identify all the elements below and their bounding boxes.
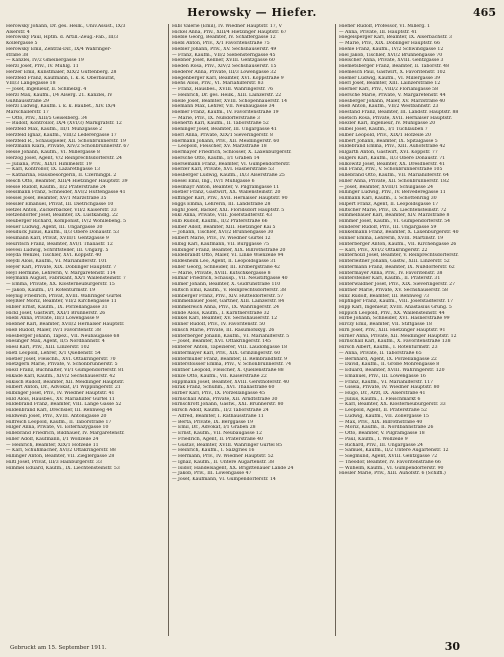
- directory-entry: Hill Franz, Priv., V. Schönbrunnerstraße 105: [339, 167, 443, 173]
- directory-entry: Hiesberger Johann, Tapez., VII. Neubaugasse 68: [6, 333, 120, 339]
- directory-entry: — Josef, Ingenieur, II. Schmelzg. 4: [6, 87, 87, 93]
- directory-entry: — Siegmund, Agent, XVIII. Gentzgasse 72: [339, 454, 438, 460]
- directory-entry: Hipfinger Franz, Kaufm., VIII. Josefstädterstr. 17: [339, 299, 454, 305]
- column-left: [6, 24, 165, 636]
- directory-entry: Herzfeld R., Schauspieler, XII. Schönbrunnerstr. 19: [6, 138, 126, 144]
- directory-entry: Hilber Adolf, Beamter, XIII. Hietzinger Kai 5: [172, 224, 276, 230]
- directory-entry: Hinderer Rudolf, Priv., III. Ungargasse 59: [339, 224, 437, 230]
- directory-entry: — Eduard, Beamter, XVIII. Währingerstr. 120: [339, 368, 445, 374]
- directory-entry: Alserstr. 4: [6, 29, 30, 35]
- directory-entry: Heyl Hermine, Lehrerin, V. Margaretenstr. 114: [6, 270, 116, 276]
- directory-entry: — Julius, Kaufm., I. Fleischmarkt 6: [339, 396, 421, 402]
- print-date-note: Gebruckt am 15. September 1911.: [10, 645, 107, 651]
- directory-entry: Hinterer Anton, Tapezierer, VIII. Laudongasse 18: [172, 345, 288, 351]
- directory-entry: — Rudolf, Kontrollor, IX/4 (XVI/3) Markgrafstr. 12: [6, 121, 122, 127]
- directory-entry: Hiestand Franz, Beamter, III. Landstr. Hauptstr. 88: [339, 110, 459, 116]
- directory-entry: Hildebrand Emma, Priv., XIII. Auhofstraße 42: [339, 144, 446, 150]
- directory-entry: Herowsky Johann, Dr. ges. Heilk., Univ.Assist., IX/3: [6, 24, 126, 29]
- directory-entry: Hinterstoisser Emma, Priv., V. Schönbrunnerstr. 74: [172, 362, 292, 368]
- directory-entry: Hintner Leopold, Fleischer, X. Quellenstraße 88: [172, 368, 284, 374]
- directory-entry: Hieß Anton, Kaufm., VII/2 Westbahnstr. 23: [339, 104, 439, 110]
- directory-entry: — Gisela, Private, IV. Wiedner Hauptstr. 80: [339, 385, 440, 391]
- directory-entry: Hiel Jakob, Tischler, XVI/2 Brunnengasse 70: [339, 52, 443, 58]
- directory-entry: Hipp Karl, Ingenieur, XVIII. Anastasius Grüng. 5: [339, 304, 452, 310]
- directory-entry: Hinterberger Johann, Kaufm., VI. Mariahilferstr. 5: [172, 333, 290, 339]
- directory-entry: Hinterhölzl Josef, Beamter, V. Reinprechtsdorferstr.: [339, 253, 459, 259]
- directory-entry: Hirbe Johann, Schneider, XVI. Hasnerstraße 99: [339, 316, 450, 322]
- directory-entry: — Leopold, Agent, II. Praterstraße 52: [339, 408, 427, 414]
- directory-entry: — Heinrich, Kaufm., I. Salzgries 16: [172, 448, 255, 454]
- directory-entry: Hiller Anna, Private, XII. Schönbrunnerstr. 182: [339, 178, 449, 184]
- directory-entry: Hiegelsperger Karl, Beamter, IX. Alserbachstr. 3: [339, 35, 452, 41]
- directory-entry: — Samuel, Kaufm., II/2 Untere Augartenstr. 12: [339, 448, 449, 454]
- directory-entry: Hiersche Otto, Kaufm., I/1 Graben 14: [172, 155, 260, 161]
- directory-entry: Hiermann Johann, Priv., XII. Meidlingerstr. 60: [172, 138, 280, 144]
- directory-entry: Hirnschall Karl, Kaufm., X. Favoritenstraße 138: [339, 339, 451, 345]
- directory-entry: Hiefler Rudolf, Professor, VI. Millerg. 1: [339, 24, 431, 29]
- directory-entry: Hilbinger Josef, Priv., IV. Wiedner Hauptstr. 41: [6, 391, 115, 396]
- directory-entry: Hillinger Ludwig, Priv., IV. Belvederegasse 11: [339, 190, 446, 196]
- directory-entry: — Karl, Schuhmacher, XVI/2 Ottakringerstr. 88: [6, 448, 116, 454]
- directory-entry: Heyßler Moriz, Beamter, VII/2 Kirchengasse 11: [6, 299, 117, 305]
- directory-entry: — Marie, Priv., XIX. Döblinger Hauptstr. 66: [339, 41, 441, 47]
- directory-entry: — Berta, Private, IX. Berggasse 19: [172, 419, 254, 425]
- directory-entry: Hiegenberger Karl, Beamter, XVI. Koppstraße 9: [172, 75, 284, 81]
- directory-entry: Hinz Rudolf, Beamter, III. Rennweg 73: [339, 293, 430, 299]
- directory-entry: — Hermann, Priv., IV. Wiedner Hauptstr. 52: [172, 454, 274, 460]
- directory-entry: Heyda Wenzel, Tischler, XVI. Koppstr. 40: [6, 253, 102, 259]
- directory-entry: Hiebl Anton, Priv., X/1 Favoritenstraße 75: [172, 41, 270, 47]
- directory-entry: Hikisch Rudolf, Beamter, XII. Meidlinger Hauptstr.: [6, 379, 125, 385]
- directory-entry: — Leopold, Fleischer, XV. Märzstraße 18: [172, 144, 267, 150]
- directory-entry: Herowsky Paul, Hptm. d. Artill.-Zeug.-Fab., III/3: [6, 35, 119, 41]
- directory-entry: Hiemesch Paul, Gastwirt, X. Favoritenstr. 102: [339, 69, 446, 75]
- directory-entry: Hesse Rudolf, Kaufm., II/2 Praterstraße 24: [6, 184, 106, 190]
- directory-entry: Himmer Josef, Kaufm., VI. Gumpendorferstr. 54: [339, 218, 451, 224]
- directory-entry: — Moriz, Kaufm., II. Nordbahnstraße 26: [339, 425, 434, 431]
- directory-entry: Hessmann Franz, Schneider, XVI/2 Huttengasse 41: [6, 190, 126, 196]
- directory-entry: Himmelbauer Karl, Beamter, XIV. Märzstraße 8: [339, 213, 450, 219]
- directory-entry: Hiebler Johann, Priv., XV. Sechshauserstr. 49: [172, 46, 277, 52]
- directory-entry: Kollergasse 5: [6, 41, 38, 47]
- page-number: 465: [473, 6, 496, 19]
- directory-entry: Hilbig Karl, Kaufmann, VII. Burggasse 75: [172, 241, 270, 247]
- directory-entry: Hiltscher Marie, Priv., IX. Liechtensteinstr. 72: [339, 207, 447, 213]
- directory-entry: Hiemann Max, Lehrer, VII. Neubaugasse 34: [172, 104, 275, 110]
- directory-entry: Hirak Franz, Schuhm., XVI. Thaliastraße 60: [172, 385, 275, 391]
- directory-entry: Hilmer Johann, Beamter, X. Gudrunstraße 110: [172, 282, 281, 288]
- directory-entry: Hibler Ernst, Kaufm., IX. Porzellangasse 31: [6, 304, 108, 310]
- directory-entry: Hippich Leopold, Priv., XX. Wallensteinstr. 44: [339, 310, 445, 316]
- directory-entry: — Ignaz, Kaufm., II. Untere Augartenstr. 38: [172, 459, 275, 465]
- directory-entry: Hillmann Karl, Kaufm., I. Schottenring 30: [339, 196, 437, 202]
- directory-entry: Hessler Emanuel, Privat, III. Dietrichgasse 10: [6, 201, 114, 207]
- directory-entry: Hiersche Marie, Private, V. Margaretenstr. 44: [339, 92, 446, 98]
- directory-entry: — Josef, Kaufmann, VI. Gumpendorferstr. 14: [172, 477, 276, 483]
- directory-entry: Hiffinger Karl, Priv., XVII. Hernalser Hauptstr. 90: [172, 196, 288, 202]
- directory-entry: Hiltl Josef, Privat, III/3 Hainburgerstr. 33: [6, 459, 102, 465]
- directory-entry: Hintermayer Karl, Priv., XIX. Grinzingerstr. 60: [172, 350, 281, 356]
- directory-entry: — Isidor, Handelsagent, XX. Brigittenauer Lände 24: [172, 465, 294, 471]
- directory-entry: — Ernst, Kaufm., VII. Neubaugasse 12: [172, 431, 262, 437]
- directory-entry: Heymann August, Fabrikant, XX/1 Wallensteinstr. 7: [6, 276, 126, 282]
- directory-entry: Himmelreich Anna, Priv., IX. Währingerstr. 24: [172, 304, 279, 310]
- directory-entry: Hirsch Albert, Kaufm., I. Rotenturmstr. 23: [339, 345, 438, 351]
- directory-entry: — Friedrich, Agent, II. Praterstraße 40: [172, 436, 263, 442]
- directory-entry: Hinkelmann Franz, Beamter, X. Laxenburgerstr. 40: [339, 230, 459, 236]
- directory-entry: — Heinrich, Dr. ges. Heilk., XIII. Lainzerstr. 22: [172, 92, 282, 98]
- directory-entry: Hiltsch Emil, Kaufm., V. Reinprechtsdorferstr. 38: [172, 287, 287, 293]
- directory-entry: Hinterleitner Johann, Gastw., XIII. Linzerstr. 52: [339, 259, 450, 265]
- directory-entry: — Kanzlei, IV/2 Gmeinergasse 19: [6, 58, 84, 64]
- directory-entry: Himberger Franz, Priv., XIV. Hütteldorferstr. 57: [172, 293, 284, 299]
- column-middle: [172, 24, 332, 636]
- directory-entry: Hiesberger Ludwig, Kaufm., IX/3 Alserstraße 25: [172, 173, 285, 179]
- directory-entry: Heumann Karl, Privat, XVIII/1 Gentzgasse 9: [6, 236, 109, 242]
- directory-entry: Hietzgern Marie, Private, V. Schönbrunnerstr. 5: [6, 362, 118, 368]
- directory-entry: — Franz, Kaufm., VII/2 Siebensterngasse 45: [172, 52, 276, 58]
- directory-entry: Hintermüller Franz, Beamter, II. Rembrandtstr. 9: [172, 356, 288, 362]
- directory-entry: — Josef, Beamter, XVI. Ottakringerstr. 145: [172, 339, 271, 345]
- directory-entry: Hildenbrand Karl, Drechsler, III. Rennweg 44: [6, 408, 113, 414]
- directory-entry: Hirn Josef, Priv., XIII. Hietzinger Hauptstr. 91: [339, 327, 446, 333]
- directory-entry: Hinner Emma, Lehrerin, XVIII. Martinstr. 19: [339, 236, 444, 242]
- directory-entry: Hinze Otto, Kaufm., VII. Kaiserstraße 22: [172, 373, 267, 379]
- directory-entry: VIII/3 Langegasse 18: [6, 81, 56, 87]
- directory-entry: Hiezl Franz, Buchhalter, VI/1 Gumpendorferstr. 81: [6, 368, 125, 374]
- directory-entry: Heuritsch Franz, Beamter, XVI/1 Thaliastr. 12: [6, 241, 113, 247]
- directory-entry: Hiesinger Max, Agent, II/5 Nordbahnstr. 4: [6, 339, 105, 345]
- directory-entry: — David, Kaufm., II. Große Mohrengasse 8: [339, 362, 440, 368]
- directory-entry: Gußhausstraße 29: [6, 98, 49, 104]
- running-header: [0, 6, 504, 22]
- directory-entry: — Bernhard, Agent, IX. Porzellangasse 22: [339, 356, 437, 362]
- directory-entry: Hirnschall Anna, Private, XII. Arndtstraße 30: [172, 396, 278, 402]
- directory-entry: — Richard, Priv., III. Ungargasse 24: [339, 442, 423, 448]
- directory-entry: Herzer Emil, Kunstmaler, XIX/2 Guttenberg. 28: [6, 69, 117, 75]
- directory-entry: Heyer Karl, Private, XIX. Döblinger Hauptstr. 7: [6, 264, 117, 270]
- directory-entry: Hielle Josef, Beamter, XVIII. Schopenhauerstr. 14: [172, 98, 288, 104]
- directory-entry: — Franz, Kaufm., VI. Mariahilferstr. 117: [339, 379, 434, 385]
- directory-entry: Hierl Anna, Private, XIX/1 Sieveringerstr. 8: [172, 132, 273, 138]
- directory-entry: Hickl Josef, Gastwirt, XXI/1 Brünnerstr. 26: [6, 310, 106, 316]
- directory-entry: Hilbert Johann, Beamter, IX. Spitalgasse 5: [339, 138, 438, 144]
- directory-entry: straße 38: [6, 52, 29, 58]
- directory-entry: Hetzendorfer Josef, Beamter, IX. Lustkandlg. 22: [6, 213, 118, 219]
- directory-entry: Himmelbauer Josef, Gärtner, XIII. Lainzerstr. 84: [172, 299, 285, 305]
- directory-entry: Herzl Max, Kaufm., I/4 Alserg. 21. Kanzlei, IV: [6, 92, 113, 98]
- directory-entry: Hiemer Franz, Kaufm., IV. Favoritenstraße 19: [172, 110, 279, 116]
- directory-entry: Herowsky Emil, Zentral-Dir., IX/4 Währinger-: [6, 46, 112, 52]
- directory-entry: Hickel Anna, Priv., XIII/4 Hietzinger Hauptstr. 67: [172, 29, 287, 35]
- directory-entry: — Theodor, Beamter, IV. Favoritenstraße 66: [339, 459, 441, 465]
- directory-entry: — Katharina, Hausbesorgerin, II. Czerningpl. 2: [6, 173, 117, 179]
- directory-entry: Hiehs Alois, Priv., VI. Mariahilferstr. 83: [172, 81, 264, 87]
- directory-entry: Hilpert Franz, Agent, II. Leopoldsgasse 17: [339, 201, 439, 207]
- directory-entry: Hiesler Marie, Priv., XIII. Auhofstr. 6 (Schiffl.): [339, 471, 446, 477]
- directory-entry: Hiemetsberger Franz, Beamter, II. Taborstr. 48: [339, 64, 449, 70]
- directory-entry: Hierzer Karl, Private, XVI. Hasnerstraße 53: [172, 167, 275, 173]
- directory-entry: Hinde Alois, Kaufm., I. Kärntnerstraße 32: [172, 310, 270, 316]
- directory-entry: — Karl, Beamter, XX. Klosterneuburgerstr. 33: [339, 402, 446, 408]
- directory-entry: Hiller Georg, Schneider, III. Erdbergstraße 42: [172, 264, 280, 270]
- directory-entry: Heuduck Julius, Kaufm., II/3 Obere Donaustr. 53: [6, 230, 120, 236]
- directory-entry: Hilgers Karl, Kaufm., II/3 Obere Donaustr. 71: [339, 155, 446, 161]
- directory-entry: Hibl Valerie (Emil), IV. Wiedner Hauptstr. 17, V: [172, 24, 282, 29]
- directory-entry: Hietl Leopold, Lehrer, X/1 Quellenstr. 54: [6, 350, 101, 356]
- directory-entry: Herzmann Klara, Private, XIV/2 Schönbrunnerstr. 67: [6, 144, 130, 150]
- directory-entry: Herzfeld Franz, Kaufmann, I. k. k. Oberbaurat,: [6, 75, 116, 81]
- directory-entry: Hietsch Rosa, Private, XVII. Hernalser Hauptstr.: [339, 115, 453, 121]
- directory-entry: Hiehle Franz, Kaufm., IV/2 Schwindgasse 12: [339, 46, 444, 52]
- directory-entry: Hiemer Ludwig, Kaufm., VI. Millergasse 39: [339, 75, 441, 81]
- directory-entry: Hietler Josef, Fleischh., XVI. Ottakringerstr. 70: [6, 356, 116, 362]
- directory-entry: Hillebrand Otto, Kaufm., VII. Mariahilferstr. 64: [339, 173, 449, 179]
- directory-entry: Hierner Karl, Priv., VIII/2 Florianigasse 58: [339, 87, 439, 93]
- directory-entry: — Ludwig, Kaufm., VII. Zollergasse 15: [339, 413, 429, 419]
- directory-entry: Hirber Karl, Priv., IX. Porzellangasse 45: [172, 391, 265, 396]
- directory-entry: — Josef, Beamter, XVIII/1 Schulgasse 24: [339, 184, 434, 190]
- directory-entry: Hiermayer Friedrich, Schlosser, X. Laxenburgerstr.: [172, 150, 292, 156]
- directory-entry: Highl Josef, Bäcker, XXI. Floridsdorf Hauptstr. 5: [172, 207, 285, 213]
- directory-entry: Hiebl Anna, Private, III/3 Löwengasse 9: [6, 316, 99, 322]
- directory-entry: — Juliana, Priv., XIX/1 Himmelstr. 19: [6, 161, 92, 167]
- directory-entry: Himmel Eduard, Kaufm., IX. Liechtensteinstr. 53: [6, 465, 120, 471]
- directory-entry: — Gustav, Beamter, XVIII. Währinger Gürtel 85: [172, 442, 283, 448]
- directory-entry: Hiller Adolf, Kaufmann, I/1 Wollzeile 24: [6, 436, 99, 442]
- directory-entry: — Jakob, Priv., III. Löwengasse 47: [172, 471, 252, 477]
- directory-entry: Hintermann Franz, Beamter, IX. Nußdorferstr. 62: [339, 264, 455, 270]
- directory-entry: Herzfeld Ignaz, Kaufm., VIII/2 Lederergasse 17: [6, 132, 117, 138]
- directory-entry: Hiesl Karl, Priv., XIII. Linzerstr. 102: [6, 345, 90, 351]
- directory-entry: Hikl Anna, Private, VIII. Josefstädterstr. 43: [172, 213, 273, 219]
- directory-entry: Hiezler Karl, Ingenieur, IV. Mühlgasse 20: [339, 121, 436, 127]
- directory-entry: Heuer Ludwig, Agent, III. Ungargasse 30: [6, 224, 103, 230]
- directory-entry: Hilmar Friedrich, Schausp., VII. Neustiftgasse 40: [172, 276, 288, 282]
- directory-entry: Hieninger Josef, Beamter, III. Ungargasse 41: [172, 127, 277, 133]
- header-title: Herowsky — Hiefer.: [187, 6, 317, 19]
- directory-entry: — Anna, Private, II. Taborstraße 65: [339, 350, 422, 356]
- directory-entry: Hieden Rosa, Priv., XIV/2 Sechshauserstr. 15: [172, 64, 277, 70]
- directory-entry: — Emma, Private, XX. Klosterneuburgerstr. 15: [6, 282, 115, 288]
- directory-entry: Hildesheim Leo, Agent, II. Leopoldsgasse 31: [172, 259, 277, 265]
- directory-entry: Hintersteiner Karl, Kaufm., II. Praterstr. 31: [339, 276, 441, 282]
- directory-entry: Hirner Anna, Private, XII. Meidlinger Hauptstr. 12: [339, 333, 457, 339]
- directory-entry: Heynig Friedrich, Privat, XVIII. Währinger Gürtel: [6, 293, 122, 299]
- directory-entry: Hillebrand Friedrich, Bildhauer, IV. Margaretenstr.: [6, 431, 125, 437]
- directory-entry: Hesse Johann, Kaufm., VI. Millergasse 8: [6, 150, 100, 156]
- directory-entry: Hinkel Karl, Beamter, XV. Sechshauserstr. 12: [172, 316, 278, 322]
- directory-entry: — Anna, Private, III. Hauptstr. 41: [339, 29, 418, 35]
- directory-entry: Hilbert Anton, Dr., Advokat, I/1 Wipplingerstr. 21: [6, 385, 121, 391]
- directory-entry: Heuberger Richard, Komponist, IV/2 Wohllebeng. 5: [6, 218, 127, 224]
- directory-entry: Herzl Josef, Priv., IV. Mühlg. 11: [6, 64, 79, 70]
- directory-entry: Hirnschrott Johann, Gastw., XXI. Brünnerstr. 80: [172, 402, 284, 408]
- directory-entry: Hilb Rudolf, Kaufm., II/2 Praterstraße 66: [172, 218, 268, 224]
- directory-entry: Herzog Josef, Agent, V/2 Reinprechtsdorferstr. 24: [6, 155, 122, 161]
- directory-entry: Hieß Rudolf, Maler, IV/1 Favoritenstr. 38: [6, 327, 101, 333]
- directory-entry: Higgs Emma, Lehrerin, III. Landstraße 28: [172, 201, 271, 207]
- directory-entry: Hiesberger Johann, Maler, XV. Märzstraße 40: [339, 98, 446, 104]
- directory-entry: Hiesel Emil, Ing., IV/1 Mühlgasse 6: [172, 178, 255, 184]
- directory-entry: Hinterwaldner Josef, Priv., XIX. Sieveringerstr. 27: [339, 282, 455, 288]
- directory-entry: Hinterberger Anton, Kaufm., VII. Kirchengasse 26: [339, 241, 457, 247]
- directory-entry: Herzl Ludwig, Kaufm. i. k. k. Baubet., XIV. IX/4: [6, 104, 116, 110]
- directory-entry: — Franz, Hausbes., XVIII. Währingerstr. 76: [172, 87, 274, 93]
- directory-entry: — Heinrich, Beamter, XIX/1 Hofzeile 11: [6, 442, 99, 448]
- directory-entry: — Hugo, Dr., Arzt, IX. Alserstraße 41: [339, 391, 426, 396]
- directory-entry: — Marie, Priv., IX. Nußdorferstraße 3: [172, 115, 260, 121]
- directory-entry: Hieble Georg, Beamter, IV. Schäffergasse 12: [172, 35, 276, 41]
- directory-entry: Hilgarth Anton, Gastwirt, XVI. Koppstr. 77: [339, 150, 438, 156]
- directory-entry: Hesch Otto, Beamter, XIII/4 Hietzinger Hauptstr. 39: [6, 178, 128, 184]
- directory-entry: — Karl, Priv., XVI/2 Ottakringerstr. 22: [339, 247, 428, 253]
- directory-entry: — Karl, Kontrollor, IX. Lazarethgasse 13: [6, 167, 101, 173]
- directory-entry: Hessel Josef, Beamter, XV/1 Märzstraße 35: [6, 196, 107, 202]
- sheet-number: 30: [444, 640, 460, 653]
- directory-entry: Hinner Rudolf, Priv., IV. Favoritenstr. 50: [172, 322, 266, 328]
- directory-entry: Hiesmayr Anton, Beamter, V. Pilgramgasse 11: [172, 184, 280, 190]
- directory-entry: — Emanuel, Priv., III. Löwengasse 16: [339, 373, 426, 379]
- directory-entry: Hietler Franz, Gastwirt, XX. Wallensteinstr. 20: [172, 190, 281, 196]
- directory-entry: Hild Alois, Hausbes., XV. Mariahilfer Gürtel 11: [6, 396, 115, 402]
- directory-entry: Hinsch Marie, Private, III. Rasumofskyg. 26: [172, 327, 275, 333]
- directory-entry: Hilbinger Franz, Beamter, XIX. Billrothstraße 20: [172, 247, 286, 253]
- directory-entry: Hilfreich Leopold, Kaufm., II. Taborstraße 17: [6, 419, 112, 425]
- directory-entry: Hiersemann Franz, Beamter, VI. Gumpendorferstr.: [172, 161, 291, 167]
- directory-entry: Hildwein Josef, Priv., XVIII. Antonigasse 20: [6, 413, 107, 419]
- directory-entry: — Johann, Tischler, XVI/2 Brunnengasse 30: [172, 230, 274, 236]
- directory-entry: Heydl Alois, Kaufm., VI. Mariahilferstr. 101: [6, 259, 108, 265]
- directory-entry: — Wilhelm, Kaufm., VI. Gumpendorferstr. 90: [339, 465, 444, 471]
- directory-entry: Hilkowitz Josef, Beamter, XX. Dresdnerstr. 41: [339, 161, 446, 167]
- directory-entry: — Alfred, Beamter, I. Rathausstraße 11: [172, 413, 264, 419]
- directory-entry: Hilbel Josef, Kaufm., I/1 Tuchlauben 7: [339, 127, 428, 133]
- directory-entry: Marschallerstr. 17: [6, 110, 49, 116]
- directory-entry: Hiebner Karl, Beamter, XVII/2 Hernalser Hauptstr.: [6, 322, 125, 328]
- directory-entry: Hillinger Anton, Beamter, VII. Zieglergasse 28: [6, 454, 115, 460]
- directory-entry: — Max, Priv., XIX. Billrothstraße 40: [339, 419, 423, 425]
- column-right: [339, 24, 499, 636]
- directory-entry: — Emil, Dr., Advokat, I/1 Graben 28: [172, 425, 256, 431]
- directory-entry: — Paul, Kaufm., I. Wollzeile 9: [339, 436, 408, 442]
- directory-entry: — Otto, Priv., XIII/5 Geiselberg. 34: [6, 115, 87, 121]
- directory-entry: Hildebrand Franz, Beamter, VIII. Lange Gasse 52: [6, 402, 122, 408]
- directory-entry: Hiebner Josef, Kellner, XVIII. Gentzgasse 60: [172, 58, 275, 64]
- directory-entry: Hippmann Josef, Beamter, XVIII. Gersthoferstr. 40: [172, 379, 290, 385]
- directory-entry: Hierl Josef, Beamter, XIII. Lainzerstraße 12: [339, 81, 441, 87]
- directory-entry: Hielscher Anna, Private, XVIII. Gentzgasse 3: [339, 58, 444, 64]
- directory-entry: Hetzel Anton, Zuckerbäcker, VII/2 Kaiserstr. 33: [6, 207, 117, 213]
- directory-entry: Hirsch Adolf, Kaufm., II/2 Taborstraße 24: [172, 408, 269, 414]
- directory-entry: Hildebrandt Otto, Maler, VI. Linke Wienzeile 94: [172, 253, 284, 259]
- directory-entry: — Jakob, Kaufm., I/1 Rotenturmstr. 19: [6, 287, 96, 293]
- directory-entry: — Marie, Private, XVIII. Kutschkergasse 8: [172, 270, 271, 276]
- directory-entry: Hintermayer Anna, Priv., IV. Favoritenstr. 38: [339, 270, 443, 276]
- directory-entry: Hiederer Anna, Private, III/3 Löwengasse 32: [172, 69, 277, 75]
- directory-entry: Hienerth Karl, Kaufm., II. Taborstraße 52: [172, 121, 269, 127]
- directory-entry: Hilbert Marie, Priv., IV. Wiedner Gürtel 12: [172, 236, 271, 242]
- directory-entry: Hilger Anna, Private, VI. Esterhazygasse 10: [6, 425, 109, 431]
- directory-entry: Hikade Karl, Kaufm., XIV/2 Sechshauserstr. 42: [6, 373, 116, 379]
- directory-entry: Herzfeld Max, Kaufm., III/1 Münzgasse 2: [6, 127, 103, 133]
- directory-entry: Hevesi Ludwig, Schriftsteller, III. Ungarg. 5: [6, 247, 109, 253]
- directory-entry: Hintner Marie, Private, XV. Sechshauserstr. 58: [339, 287, 448, 293]
- directory-entry: Hirczy Emil, Beamter, VII. Stiftgasse 18: [339, 322, 432, 328]
- directory-columns: [6, 24, 500, 636]
- directory-entry: — Otto, Beamter, V. Pilgramgasse 18: [339, 431, 425, 437]
- directory-entry: Hilber Leopold, Priv., XIX/1 Hofzeile 20: [339, 132, 431, 138]
